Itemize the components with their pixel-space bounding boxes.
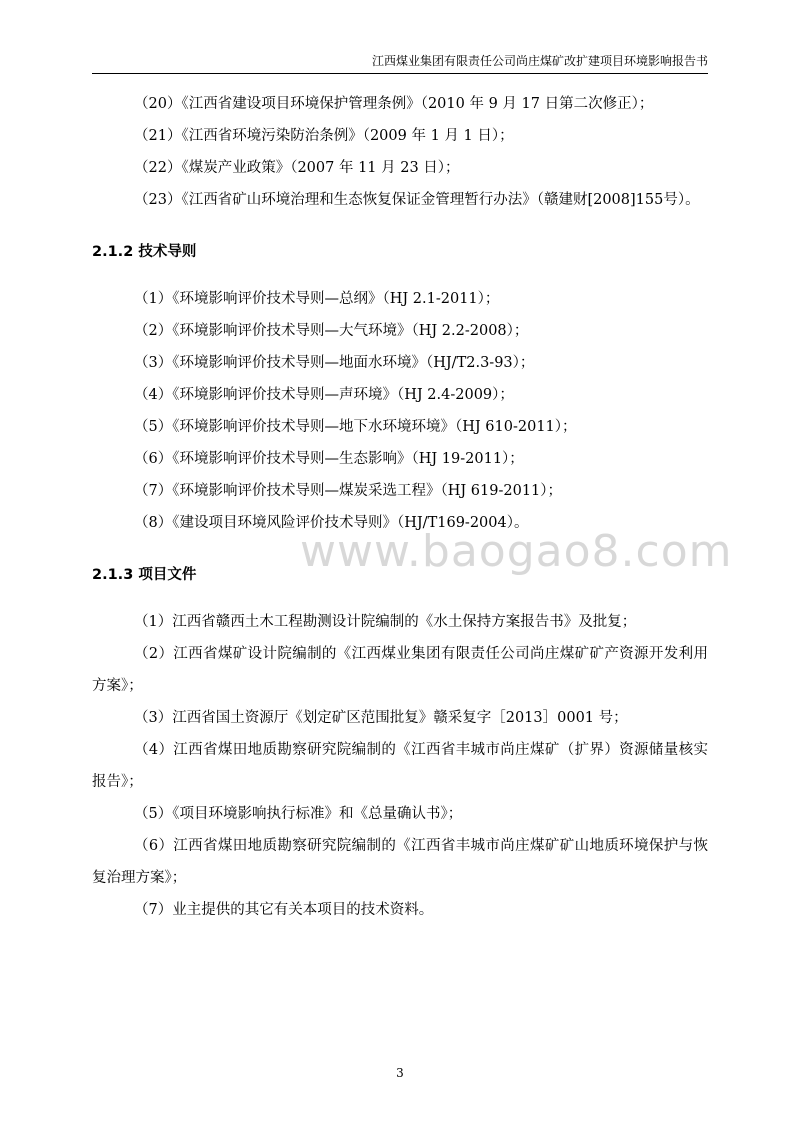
list-item: （5）《环境影响评价技术导则—地下水环境环境》（HJ 610-2011）； — [134, 419, 577, 435]
list-item: （2）《环境影响评价技术导则—大气环境》（HJ 2.2-2008）； — [134, 323, 529, 339]
list-item: （6）江西省煤田地质勘察研究院编制的《江西省丰城市尚庄煤矿矿山地质环境保护与恢复治理方案》； — [92, 838, 708, 886]
project-documents-list — [92, 606, 708, 926]
list-item: （3）江西省国土资源厅《划定矿区范围批复》赣采复字［2013］0001 号； — [134, 710, 628, 726]
list-item: （2）江西省煤矿设计院编制的《江西煤业集团有限责任公司尚庄煤矿矿产资源开发利用方案》； — [92, 646, 708, 694]
page-content — [92, 88, 708, 926]
list-item: （8）《建设项目环境风险评价技术导则》（HJ/T169-2004）。 — [134, 515, 529, 531]
page-number: 3 — [396, 1066, 404, 1080]
list-item: （1）江西省赣西土木工程勘测设计院编制的《水土保持方案报告书》及批复； — [134, 614, 637, 630]
regulation-list — [92, 88, 708, 216]
section-heading-2-1-3: 2.1.3 项目文件 — [92, 567, 197, 583]
running-header: 江西煤业集团有限责任公司尚庄煤矿改扩建项目环境影响报告书 — [92, 54, 708, 74]
list-item: （7）业主提供的其它有关本项目的技术资料。 — [134, 902, 434, 918]
section-heading-2-1-2: 2.1.2 技术导则 — [92, 244, 197, 260]
list-item: （3）《环境影响评价技术导则—地面水环境》（HJ/T2.3-93）； — [134, 355, 535, 371]
list-item: （23）《江西省矿山环境治理和生态恢复保证金管理暂行办法》（赣建财[2008]155号）。 — [134, 192, 700, 208]
list-item: （4）《环境影响评价技术导则—声环境》（HJ 2.4-2009）； — [134, 387, 514, 403]
list-item: （21）《江西省环境污染防治条例》（2009 年 1 月 1 日）； — [134, 128, 514, 144]
list-item: （1）《环境影响评价技术导则—总纲》（HJ 2.1-2011）； — [134, 291, 500, 307]
list-item: （5）《项目环境影响执行标准》和《总量确认书》； — [134, 806, 463, 822]
watermark: www.baogao8.com — [300, 526, 733, 577]
list-item: （20）《江西省建设项目环境保护管理条例》（2010 年 9 月 17 日第二次修正）； — [134, 96, 654, 112]
list-item: （7）《环境影响评价技术导则—煤炭采选工程》（HJ 619-2011）； — [134, 483, 563, 499]
list-item: （6）《环境影响评价技术导则—生态影响》（HJ 19-2011）； — [134, 451, 524, 467]
technical-guidelines-list — [92, 283, 708, 539]
list-item: （4）江西省煤田地质勘察研究院编制的《江西省丰城市尚庄煤矿（扩界）资源储量核实报告》； — [92, 742, 708, 790]
list-item: （22）《煤炭产业政策》（2007 年 11 月 23 日）； — [134, 160, 460, 176]
